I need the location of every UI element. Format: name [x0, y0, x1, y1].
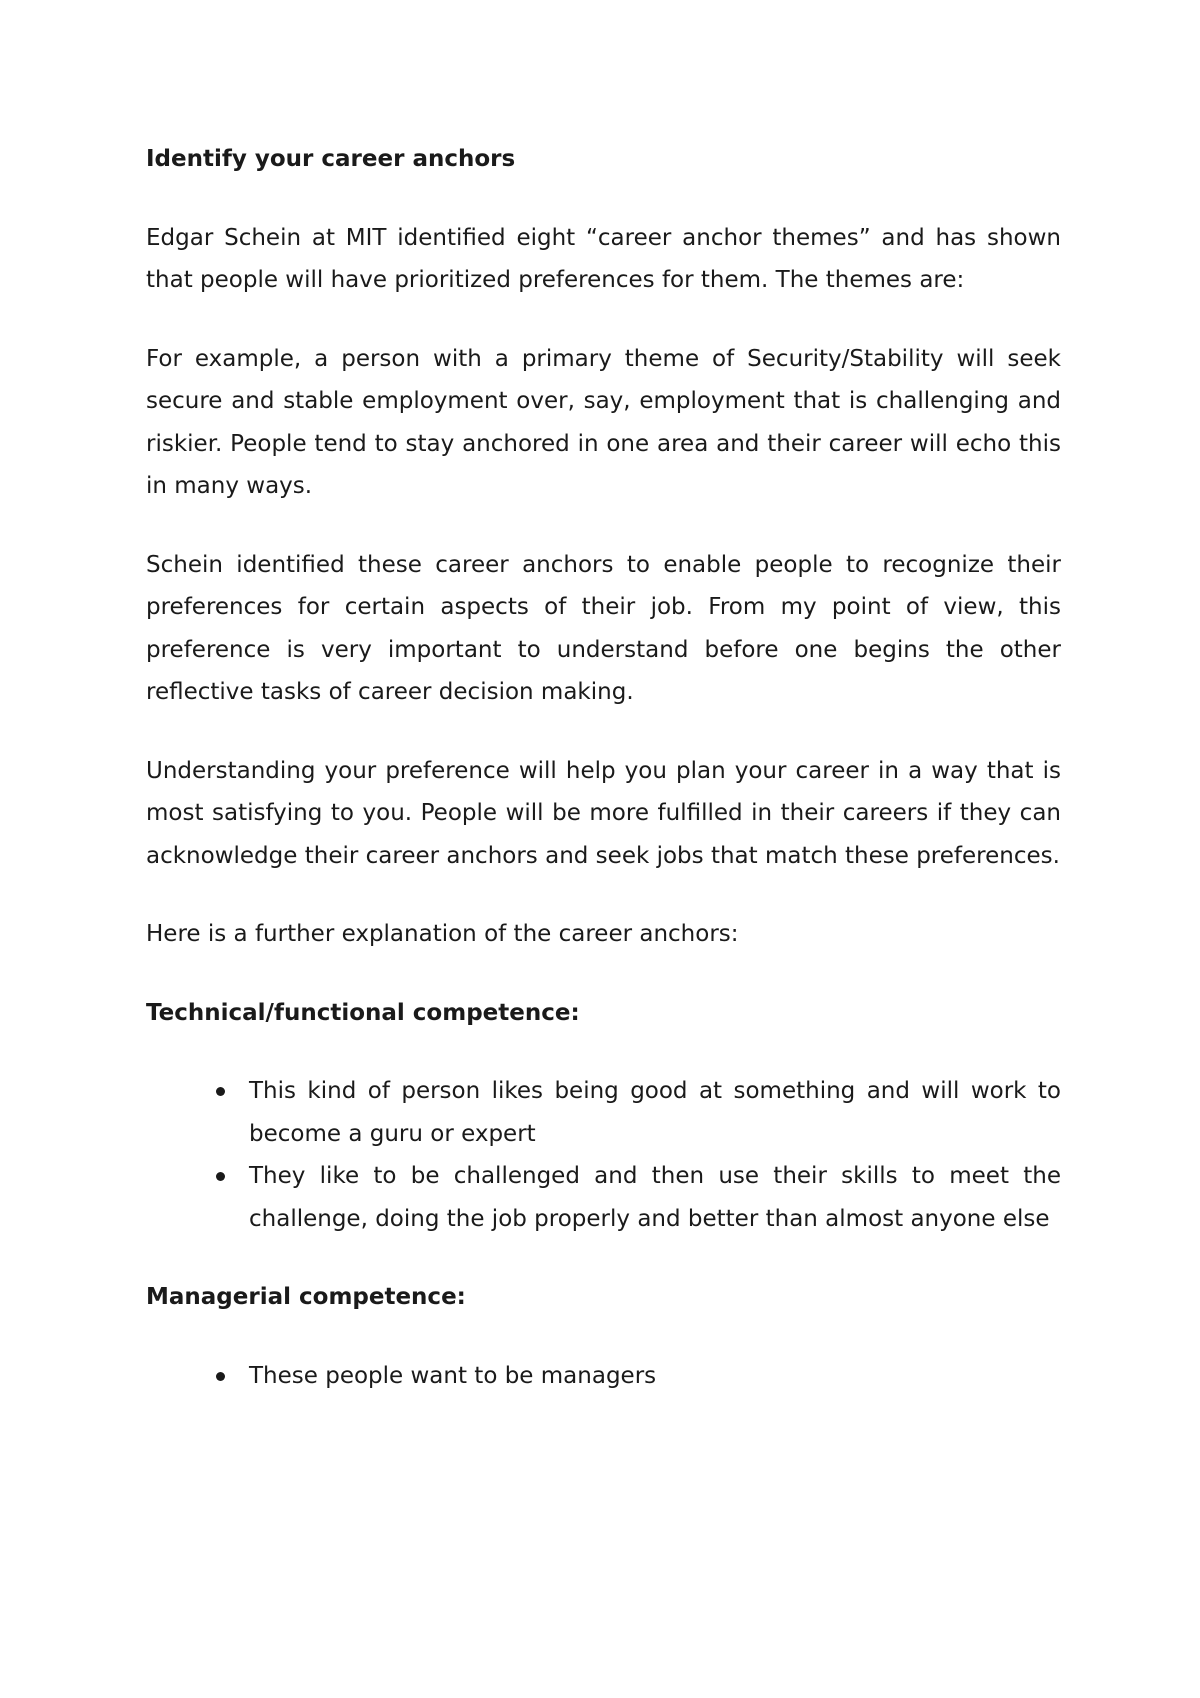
bullet-icon — [216, 1172, 225, 1181]
bullet-icon — [216, 1372, 225, 1381]
spacer — [146, 1319, 1061, 1355]
technical-competence-heading: Technical/functional competence: — [146, 999, 580, 1026]
document-title: Identify your career anchors — [146, 146, 516, 172]
spacer — [146, 877, 1061, 913]
purpose-paragraph: Schein identified these career anchors to enable people to recognize their preferences for certain aspects of their job. From my point of view, this preference is very important to understand before one begins the other reflective tasks of career decision making. — [146, 551, 1061, 705]
spacer — [146, 714, 1061, 750]
list-item — [249, 1070, 1061, 1155]
list-item — [249, 1155, 1061, 1240]
technical-competence-list — [146, 1070, 1061, 1240]
spacer — [146, 181, 1061, 217]
managerial-competence-list — [146, 1355, 1061, 1398]
spacer — [146, 302, 1061, 338]
spacer — [146, 956, 1061, 992]
list-item-text: They like to be challenged and then use their skills to meet the challenge, doing the job properly and better than almost anyone else — [249, 1163, 1061, 1232]
list-item-text: This kind of person likes being good at something and will work to become a guru or expert — [249, 1078, 1061, 1147]
managerial-competence-heading: Managerial competence: — [146, 1284, 466, 1310]
spacer — [146, 508, 1061, 544]
document-page — [146, 138, 1061, 1397]
example-paragraph: For example, a person with a primary theme of Security/Stability will seek secure and stable employment over, say, employment that is challenging and riskier. People tend to stay anchored in one area and their career will echo this in many ways. — [146, 345, 1061, 499]
understanding-paragraph: Understanding your preference will help you plan your career in a way that is most satisfying to you. People will be more fulfilled in their careers if they can acknowledge their career anchors and seek jobs that match these preferences. — [146, 757, 1061, 869]
spacer — [146, 1240, 1061, 1276]
further-explanation-paragraph: Here is a further explanation of the career anchors: — [146, 921, 739, 947]
spacer — [146, 1034, 1061, 1070]
bullet-icon — [216, 1087, 225, 1096]
list-item — [249, 1355, 1061, 1398]
list-item-text: These people want to be managers — [249, 1362, 657, 1389]
intro-paragraph: Edgar Schein at MIT identified eight “career anchor themes” and has shown that people will have prioritized preferences for them. The themes are: — [146, 224, 1061, 293]
